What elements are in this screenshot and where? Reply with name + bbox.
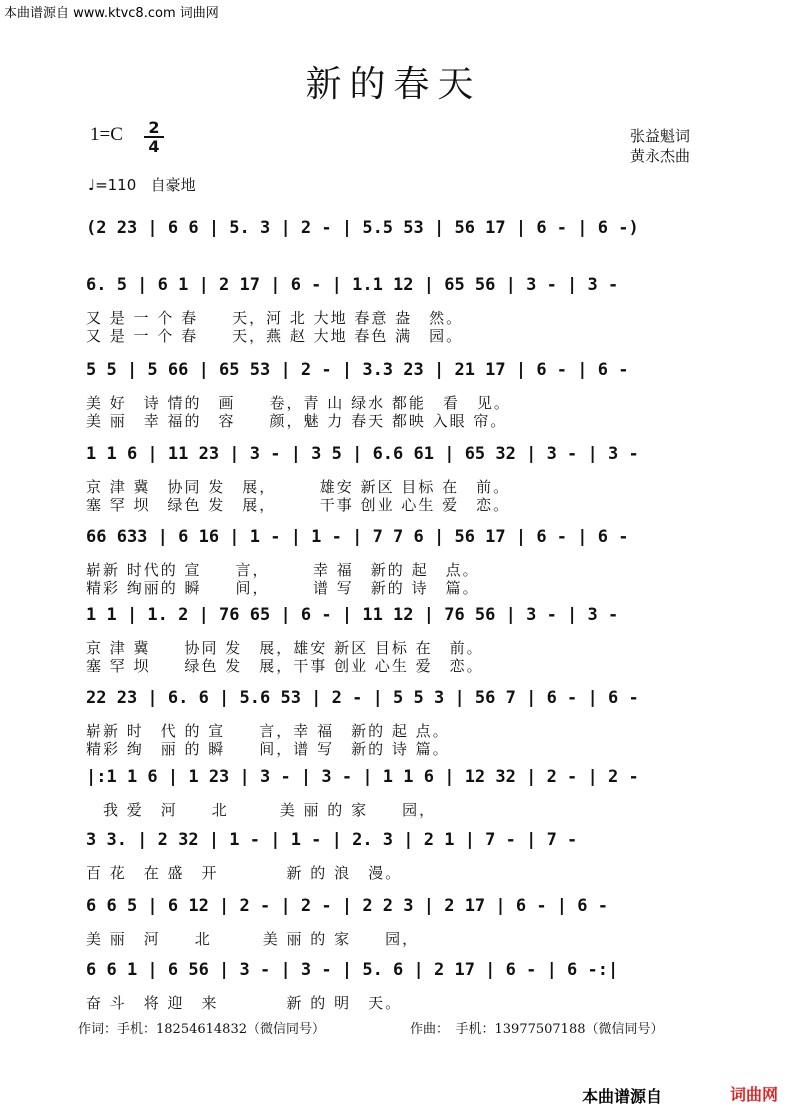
notation-line: 5 5 | 5 66 | 65 53 | 2 - | 3.3 23 | 21 17 | 6 - | 6 - [86,360,629,380]
notation-line: 1 1 | 1. 2 | 76 65 | 6 - | 11 12 | 76 56 | 3 - | 3 - [86,605,619,625]
notation-line: (2 23 | 6 6 | 5. 3 | 2 - | 5.5 53 | 56 17 | 6 - | 6 -) [86,218,639,238]
lyric-line: 崭新 时代的 宣 言， 幸 福 新的 起 点。 [86,561,480,579]
score-system [0,688,787,768]
score-system [0,527,787,607]
notation-line: 66 633 | 6 16 | 1 - | 1 - | 7 7 6 | 56 17 | 6 - | 6 - [86,527,629,547]
notation-line: 1 1 6 | 11 23 | 3 - | 3 5 | 6.6 61 | 65 32 | 3 - | 3 - [86,444,639,464]
lyric-line: 塞 罕 坝 绿色 发 展， 干事 创业 心生 爱 恋。 [86,496,511,514]
lyric-line: 美 丽 幸 福的 容 颜，魅 力 春天 都映 入眼 帘。 [86,412,508,430]
lyric-line: 精彩 绚 丽 的 瞬 间，谱 写 新的 诗 篇。 [86,740,450,758]
lyricist-contact: 作词：手机：18254614832（微信同号） [78,1022,325,1037]
lyric-line: 我 爱 河 北 美 丽 的 家 园， [86,801,437,819]
time-signature [144,120,164,154]
notation-line: 6. 5 | 6 1 | 2 17 | 6 - | 1.1 12 | 65 56 | 3 - | 3 - [86,275,619,295]
lyric-line: 百 花 在 盛 开 新 的 浪 漫。 [86,864,403,882]
expression-marking: 自豪地 [150,176,196,194]
key-signature: 1=C [90,124,123,145]
notation-line: |:1 1 6 | 1 23 | 3 - | 3 - | 1 1 6 | 12 32 | 2 - | 2 - [86,767,639,787]
lyric-line: 美 好 诗 情的 画 卷，青 山 绿水 都能 看 见。 [86,394,511,412]
lyric-line: 崭新 时 代 的 宣 言，幸 福 新的 起 点。 [86,722,450,740]
score-system [0,605,787,685]
lyric-line: 又 是 一 个 春 天，燕 赵 大地 春色 满 园。 [86,327,464,345]
score-system [0,360,787,440]
notation-line: 6 6 5 | 6 12 | 2 - | 2 - | 2 2 3 | 2 17 | 6 - | 6 - [86,896,608,916]
page-title: 新的春天 [305,64,482,105]
tempo-value: ♩=110 [88,176,137,194]
source-label: 本曲谱源自 [582,1087,663,1106]
lyric-line: 又 是 一 个 春 天，河 北 大地 春意 盎 然。 [86,309,464,327]
score-system [0,444,787,524]
site-logo: 词曲网 [730,1085,779,1104]
notation-line: 3 3. | 2 32 | 1 - | 1 - | 2. 3 | 2 1 | 7 - | 7 - [86,830,578,850]
time-signature-bottom: 4 [148,137,160,156]
lyric-line: 塞 罕 坝 绿色 发 展，干事 创业 心生 爱 恋。 [86,657,484,675]
lyric-line: 京 津 冀 协同 发 展， 雄安 新区 目标 在 前。 [86,478,511,496]
lyric-line: 京 津 冀 协同 发 展，雄安 新区 目标 在 前。 [86,639,484,657]
lyric-line: 奋 斗 将 迎 来 新 的 明 天。 [86,994,403,1012]
notation-line: 22 23 | 6. 6 | 5.6 53 | 2 - | 5 5 3 | 56 7 | 6 - | 6 - [86,688,639,708]
lyric-line: 美 丽 河 北 美 丽 的 家 园， [86,930,420,948]
composer-credit: 黄永杰曲 [630,147,691,165]
tempo-marking [88,174,196,195]
time-signature-top: 2 [148,118,160,137]
credits [630,126,690,166]
notation-line: 6 6 1 | 6 56 | 3 - | 3 - | 5. 6 | 2 17 | 6 - | 6 -:| [86,960,619,980]
watermark: 本曲谱源自 www.ktvc8.com 词曲网 [4,6,219,21]
composer-contact: 作曲： 手机：13977507188（微信同号） [410,1022,664,1037]
lyricist-credit: 张益魁词 [630,127,691,145]
lyric-line: 精彩 绚丽的 瞬 间， 谱 写 新的 诗 篇。 [86,579,480,597]
score-system [0,275,787,355]
